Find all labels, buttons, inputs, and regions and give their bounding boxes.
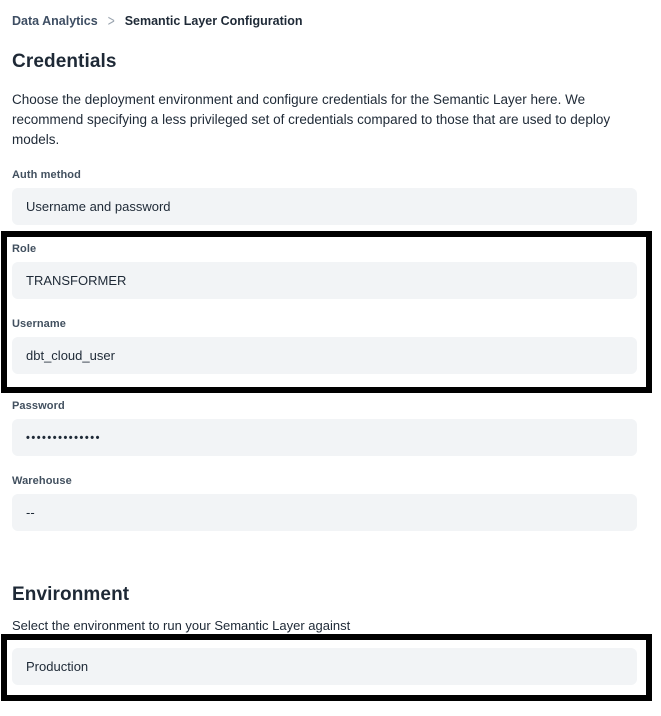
warehouse-label: Warehouse bbox=[12, 475, 72, 487]
highlight-box-environment bbox=[1, 634, 652, 701]
auth-method-label: Auth method bbox=[12, 169, 81, 181]
breadcrumb-item-data-analytics[interactable]: Data Analytics bbox=[12, 14, 98, 28]
environment-select[interactable]: Production bbox=[12, 648, 637, 685]
role-label: Role bbox=[12, 243, 37, 255]
environment-heading: Environment bbox=[12, 584, 130, 605]
role-input[interactable]: TRANSFORMER bbox=[12, 262, 637, 299]
highlight-box-role-username bbox=[1, 231, 652, 393]
password-input[interactable]: •••••••••••••• bbox=[12, 419, 637, 456]
credentials-heading: Credentials bbox=[12, 51, 117, 72]
environment-description: Select the environment to run your Semantic Layer against bbox=[12, 618, 351, 633]
auth-method-select[interactable]: Username and password bbox=[12, 188, 637, 225]
warehouse-input[interactable]: -- bbox=[12, 494, 637, 531]
breadcrumb bbox=[12, 11, 649, 31]
chevron-right-icon: > bbox=[107, 11, 115, 31]
username-label: Username bbox=[12, 318, 66, 330]
password-label: Password bbox=[12, 400, 65, 412]
highlight-box-inner bbox=[7, 243, 646, 387]
breadcrumb-item-semantic-layer-configuration: Semantic Layer Configuration bbox=[124, 14, 303, 28]
username-input[interactable]: dbt_cloud_user bbox=[12, 337, 637, 374]
credentials-description: Choose the deployment environment and configure credentials for the Semantic Layer here. We recommend specifying a less privileged set of credentials compared to those that are used to deploy models. bbox=[12, 92, 611, 147]
highlight-box-inner bbox=[7, 640, 646, 695]
